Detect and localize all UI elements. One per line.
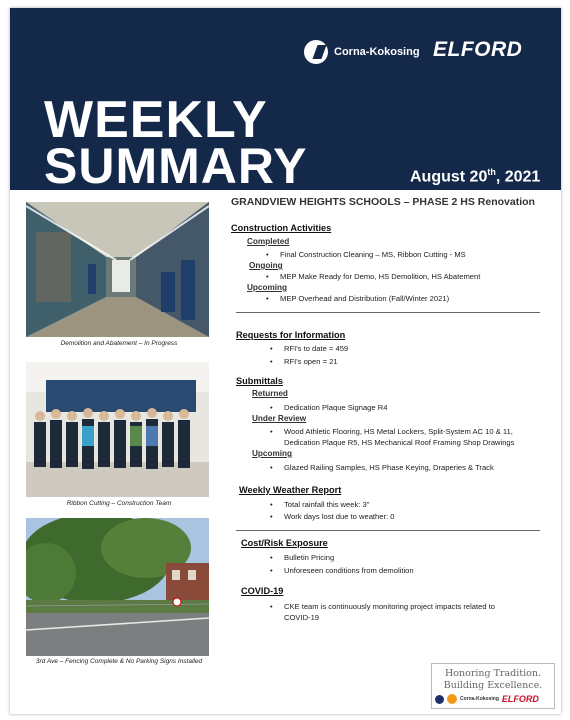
section-divider [236, 530, 540, 531]
covid-item-continued: COVID-19 [284, 613, 320, 622]
rfi-item: • RFI's open = 21 [284, 356, 338, 367]
rfi-item: • RFI's to date = 459 [284, 343, 348, 354]
covid-item: • CKE team is continuously monitoring project impacts related to [284, 601, 495, 612]
covid-heading: COVID-19 [241, 586, 284, 596]
submittals-upcoming-label: Upcoming [252, 449, 293, 458]
footer-elford-wordmark: ELFORD [501, 694, 539, 704]
date-year: , 2021 [495, 168, 541, 186]
weather-item: • Work days lost due to weather: 0 [284, 511, 394, 522]
school-seal-icon [435, 695, 444, 704]
under-review-item-continued: Dedication Plaque R5, HS Mechanical Roof Framing Shop Drawings [284, 438, 515, 447]
under-review-label: Under Review [252, 414, 307, 423]
completed-label: Completed [247, 237, 290, 246]
photo-ribbon-cutting [26, 362, 209, 497]
caption-street-fencing: 3rd Ave – Fencing Complete & No Parking Signs Installed [35, 658, 203, 665]
upcoming-label: Upcoming [247, 283, 288, 292]
photo-demolition [26, 202, 209, 337]
tagline-line-1: Honoring Tradition. [444, 668, 542, 679]
upcoming-item: • MEP Overhead and Distribution (Fall/Winter 2021) [280, 293, 449, 304]
corna-kokosing-logo [304, 40, 420, 64]
title-weekly: WEEKLY [44, 91, 268, 149]
section-divider [236, 312, 540, 313]
weather-item: • Total rainfall this week: 3" [284, 499, 369, 510]
ck-logo-icon [304, 40, 328, 64]
tagline-line-2: Building Excellence. [443, 680, 543, 691]
report-date [410, 167, 540, 186]
rfi-heading: Requests for Information [236, 330, 346, 340]
weekly-summary-page [10, 8, 561, 714]
weather-heading: Weekly Weather Report [239, 485, 342, 495]
ongoing-label: Ongoing [249, 261, 283, 270]
risk-item: • Bulletin Pricing [284, 552, 334, 563]
under-review-item: • Wood Athletic Flooring, HS Metal Lockers, Split-System AC 10 & 11, [284, 426, 513, 437]
date-suffix: th [487, 167, 496, 177]
date-main: August 20 [410, 168, 488, 186]
risk-item: • Unforeseen conditions from demolition [284, 565, 414, 576]
completed-item: • Final Construction Cleaning – MS, Ribbon Cutting - MS [280, 249, 466, 260]
caption-demolition: Demolition and Abatement – In Progress [60, 340, 178, 347]
submittals-upcoming-item: • Glazed Railing Samples, HS Phase Keying, Draperies & Track [284, 462, 494, 473]
caption-ribbon-cutting: Ribbon Cutting – Construction Team [66, 500, 172, 507]
project-title: GRANDVIEW HEIGHTS SCHOOLS – PHASE 2 HS Renovation [231, 196, 535, 208]
photo-street-fencing [26, 518, 209, 656]
title-summary: SUMMARY [44, 138, 308, 194]
footer-tagline-logo [431, 663, 555, 709]
elford-logo: ELFORD [433, 38, 523, 61]
submittals-heading: Submittals [236, 376, 283, 386]
footer-ck-wordmark: Corna-Kokosing [460, 696, 499, 702]
returned-label: Returned [252, 389, 288, 398]
ongoing-item: • MEP Make Ready for Demo, HS Demolition, HS Abatement [280, 271, 480, 282]
ck-mini-logo-icon [447, 694, 457, 704]
corna-kokosing-wordmark: Corna-Kokosing [334, 46, 420, 58]
header-banner [10, 8, 561, 194]
construction-heading: Construction Activities [231, 223, 332, 233]
returned-item: • Dedication Plaque Signage R4 [284, 402, 387, 413]
footer-mini-logos [435, 694, 539, 704]
risk-heading: Cost/Risk Exposure [241, 538, 328, 548]
